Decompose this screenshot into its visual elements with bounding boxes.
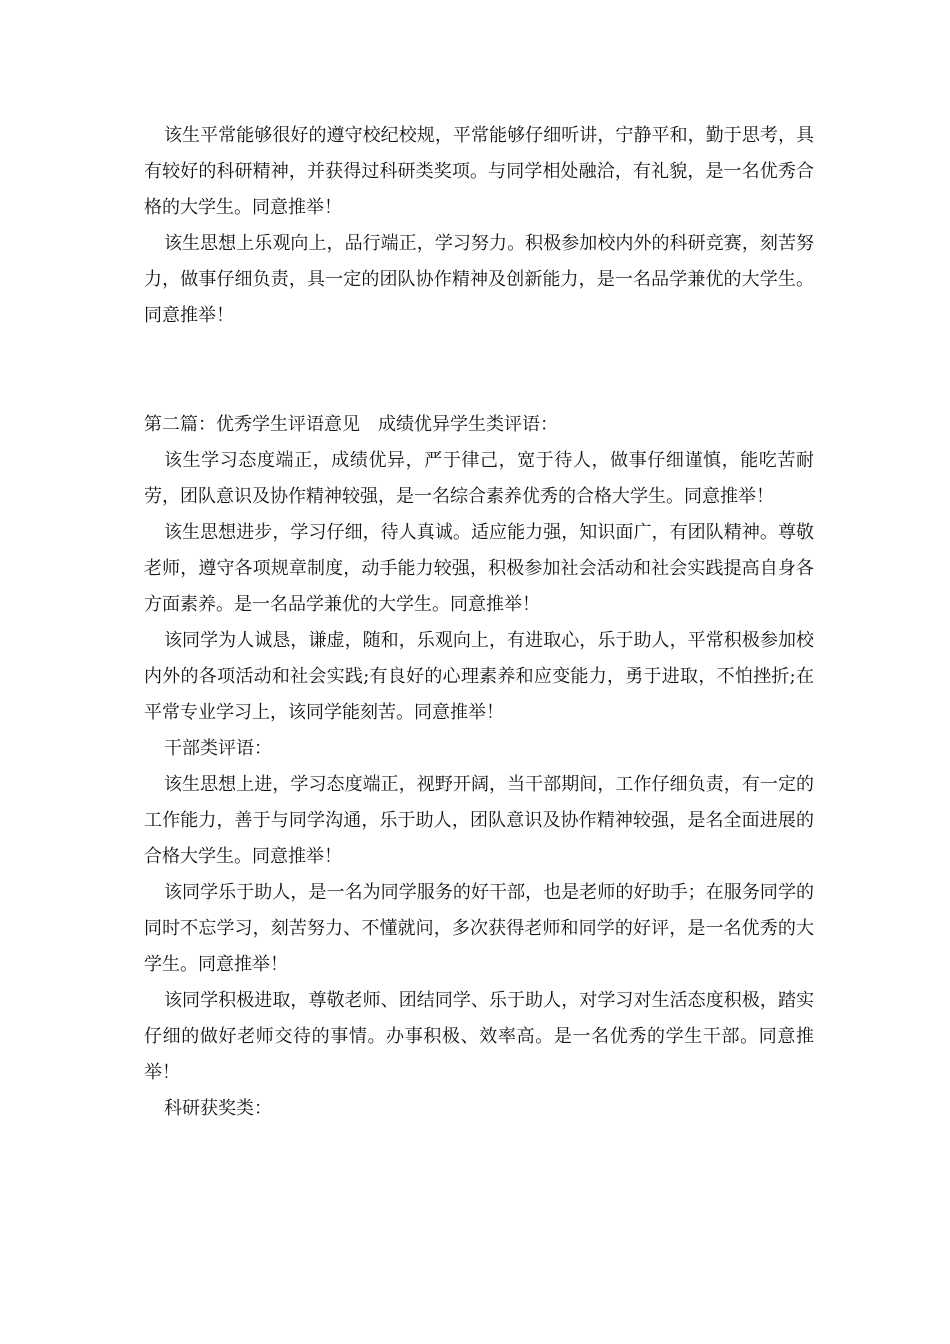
paragraph: 该生平常能够很好的遵守校纪校规，平常能够仔细听讲，宁静平和，勤于思考，具有较好的科研精神，并获得过科研类奖项。与同学相处融洽，有礼貌，是一名优秀合格的大学生。同意推举！ [144, 125, 814, 218]
paragraph: 该同学积极进取，尊敬老师、团结同学、乐于助人，对学习对生活态度积极，踏实仔细的做好老师交待的事情。办事积极、效率高。是一名优秀的学生干部。同意推举！ [144, 990, 814, 1083]
paragraph: 该生思想上进，学习态度端正，视野开阔，当干部期间，工作仔细负责，有一定的工作能力，善于与同学沟通，乐于助人，团队意识及协作精神较强，是名全面进展的合格大学生。同意推举！ [144, 774, 814, 867]
paragraph: 该生学习态度端正，成绩优异，严于律己，宽于待人，做事仔细谨慎，能吃苦耐劳，团队意识及协作精神较强，是一名综合素养优秀的合格大学生。同意推举！ [144, 450, 814, 507]
paragraph: 该生思想上乐观向上，品行端正，学习努力。积极参加校内外的科研竞赛，刻苦努力，做事仔细负责，具一定的团队协作精神及创新能力，是一名品学兼优的大学生。同意推举！ [144, 233, 814, 326]
paragraph: 该生思想进步，学习仔细，待人真诚。适应能力强，知识面广，有团队精神。尊敬老师，遵守各项规章制度，动手能力较强，积极参加社会活动和社会实践提高自身各方面素养。是一名品学兼优的大学生。同意推举！ [144, 522, 814, 615]
section-two [144, 407, 814, 1127]
section-heading: 第二篇：优秀学生评语意见 成绩优异学生类评语： [144, 414, 558, 435]
section-one [144, 118, 814, 334]
research-heading: 科研获奖类： [164, 1098, 272, 1119]
cadre-heading: 干部类评语： [164, 738, 272, 759]
paragraph: 该同学为人诚恳，谦虚，随和，乐观向上，有进取心，乐于助人，平常积极参加校内外的各项活动和社会实践;有良好的心理素养和应变能力，勇于进取，不怕挫折;在平常专业学习上，该同学能刻苦。同意推举！ [144, 630, 814, 723]
paragraph: 该同学乐于助人，是一名为同学服务的好干部，也是老师的好助手；在服务同学的同时不忘学习，刻苦努力、不懂就问，多次获得老师和同学的好评，是一名优秀的大学生。同意推举！ [144, 882, 814, 975]
